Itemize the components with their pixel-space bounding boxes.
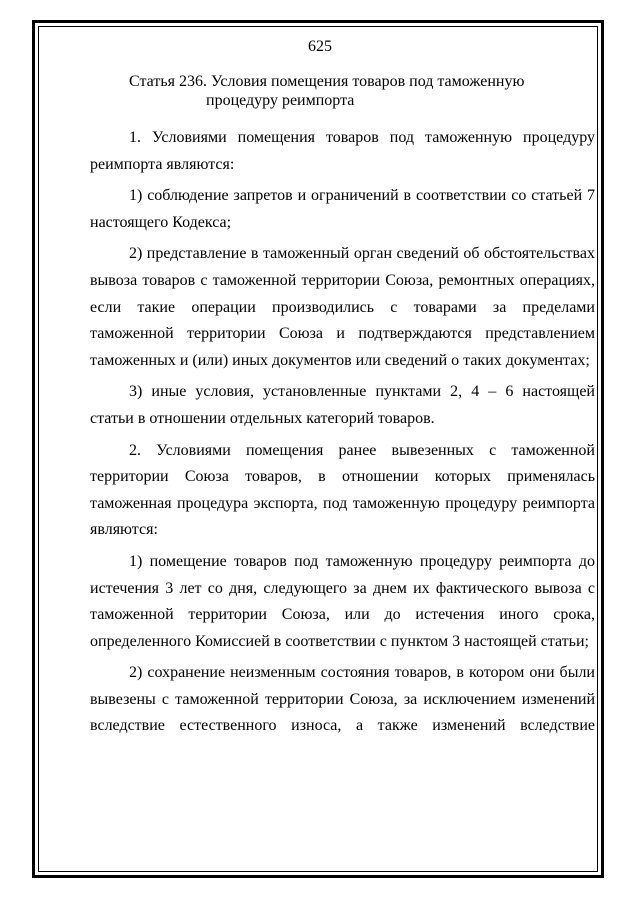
paragraph-clause-1: 1. Условиями помещения товаров под таможенную процедуру реимпорта являются:	[90, 129, 595, 173]
paragraph-clause-2-item-1: 1) помещение товаров под таможенную процедуру реимпорта до истечения 3 лет со дня, следующего за днем их фактического вывоза с таможенной территории Союза, или до истечения иного срока, определенного Комиссией в соответствии с пунктом 3 настоящей статьи;	[90, 552, 595, 650]
article-heading	[129, 72, 569, 110]
article-heading-line-2: процедуру реимпорта	[206, 92, 355, 109]
article-heading-line-1: Статья 236. Условия помещения товаров под таможенную	[129, 73, 525, 90]
paragraph-clause-1-item-3: 3) иные условия, установленные пунктами 2, 4 – 6 настоящей статьи в отношении отдельных категорий товаров.	[90, 383, 595, 427]
page-number: 625	[308, 38, 332, 55]
paragraph-clause-2: 2. Условиями помещения ранее вывезенных с таможенной территории Союза товаров, в отношении которых применялась таможенная процедура экспорта, под таможенную процедуру реимпорта являются:	[90, 441, 595, 539]
article-body	[90, 125, 595, 740]
paragraph-clause-1-item-1: 1) соблюдение запретов и ограничений в соответствии со статьей 7 настоящего Кодекса;	[90, 187, 595, 231]
paragraph-clause-1-item-2: 2) представление в таможенный орган сведений об обстоятельствах вывоза товаров с таможенной территории Союза, ремонтных операциях, если такие операции производились с товарами за пределами таможенной территории Союза и подтверждаются представлением таможенных и (или) иных документов или сведений о таких документах;	[90, 245, 595, 369]
paragraph-clause-2-item-2: 2) сохранение неизменным состояния товаров, в котором они были вывезены с таможенной территории Союза, за исключением изменений вследствие естественного износа, а также изменений вследствие	[90, 664, 595, 735]
